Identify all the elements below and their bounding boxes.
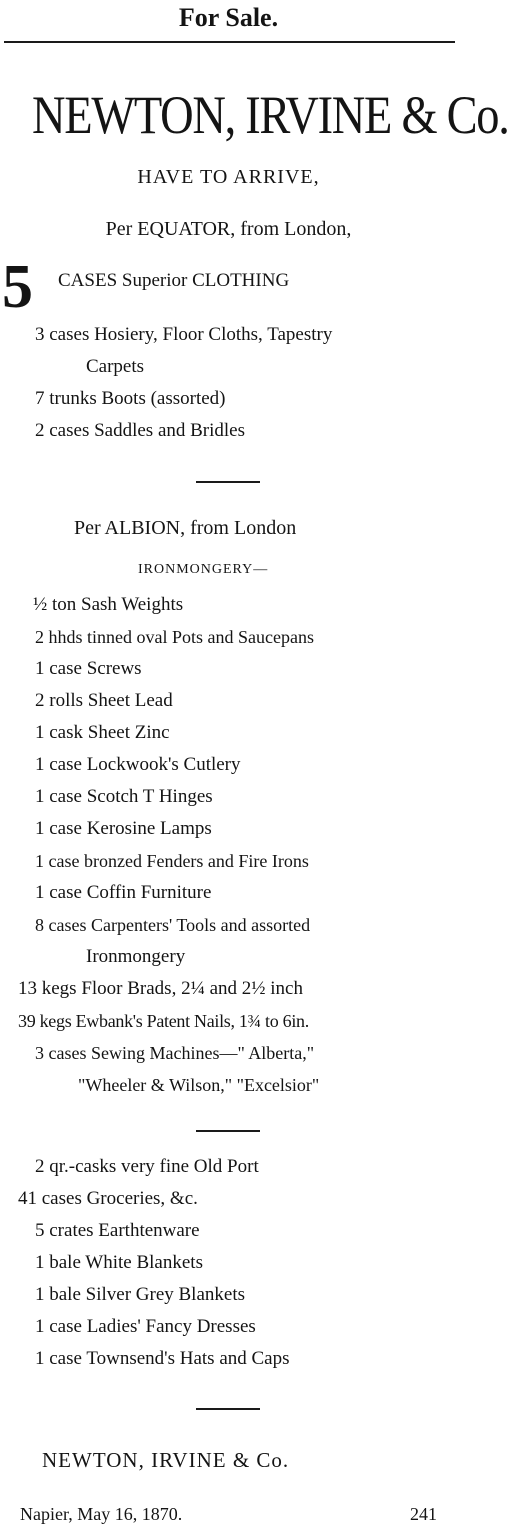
list-item: 13 kegs Floor Brads, 2¼ and 2½ inch [18,978,303,999]
list-item: 1 case Kerosine Lamps [35,818,212,839]
list-item: 1 bale White Blankets [35,1252,203,1273]
list-item: CASES Superior CLOTHING [58,270,290,291]
for-sale-heading: For Sale. [178,3,279,32]
list-item: 2 cases Saddles and Bridles [35,420,246,441]
list-item: 1 case Townsend's Hats and Caps [35,1348,290,1369]
list-item: 1 case Ladies' Fancy Dresses [35,1316,256,1337]
list-item: Carpets [86,356,145,377]
list-item: 1 bale Silver Grey Blankets [35,1284,246,1305]
list-item: 1 case bronzed Fenders and Fire Irons [35,851,309,871]
list-item: 3 cases Sewing Machines—" Alberta," [35,1043,315,1063]
list-item: 1 case Coffin Furniture [35,882,212,903]
signature-firm: NEWTON, IRVINE & Co. [42,1448,290,1472]
arrive-line: HAVE TO ARRIVE, [137,166,320,188]
section-divider [196,1408,260,1410]
list-item: 7 trunks Boots (assorted) [35,388,226,409]
top-rule [4,41,455,43]
list-item: 1 case Scotch T Hinges [35,786,213,807]
big-numeral: 5 [2,253,33,321]
list-item: "Wheeler & Wilson," "Excelsior" [78,1075,320,1095]
list-item: Ironmongery [86,946,186,967]
list-item: 1 cask Sheet Zinc [35,722,170,743]
list-item: 8 cases Carpenters' Tools and assorted [35,915,311,935]
list-item: 39 kegs Ewbank's Patent Nails, 1¾ to 6in. [18,1011,309,1031]
list-item: 2 qr.-casks very fine Old Port [35,1156,259,1177]
list-item: 41 cases Groceries, &c. [18,1188,198,1209]
list-item: 1 case Screws [35,658,142,679]
ship-albion-line: Per ALBION, from London [74,517,297,539]
category-label: IRONMONGERY— [138,562,269,577]
firm-name-headline: NEWTON, IRVINE & Co. [31,85,509,145]
ad-number: 241 [410,1504,437,1524]
list-item: ½ ton Sash Weights [33,594,184,615]
list-item: 5 crates Earthtenware [35,1220,200,1241]
list-item: 2 hhds tinned oval Pots and Saucepans [35,627,314,647]
list-item: 3 cases Hosiery, Floor Cloths, Tapestry [35,324,333,345]
section-divider [196,1130,260,1132]
list-item: 2 rolls Sheet Lead [35,690,173,711]
list-item: 1 case Lockwook's Cutlery [35,754,241,775]
section-divider [196,481,260,483]
dateline: Napier, May 16, 1870. [20,1504,183,1524]
ship-equator-line: Per EQUATOR, from London, [105,218,352,240]
